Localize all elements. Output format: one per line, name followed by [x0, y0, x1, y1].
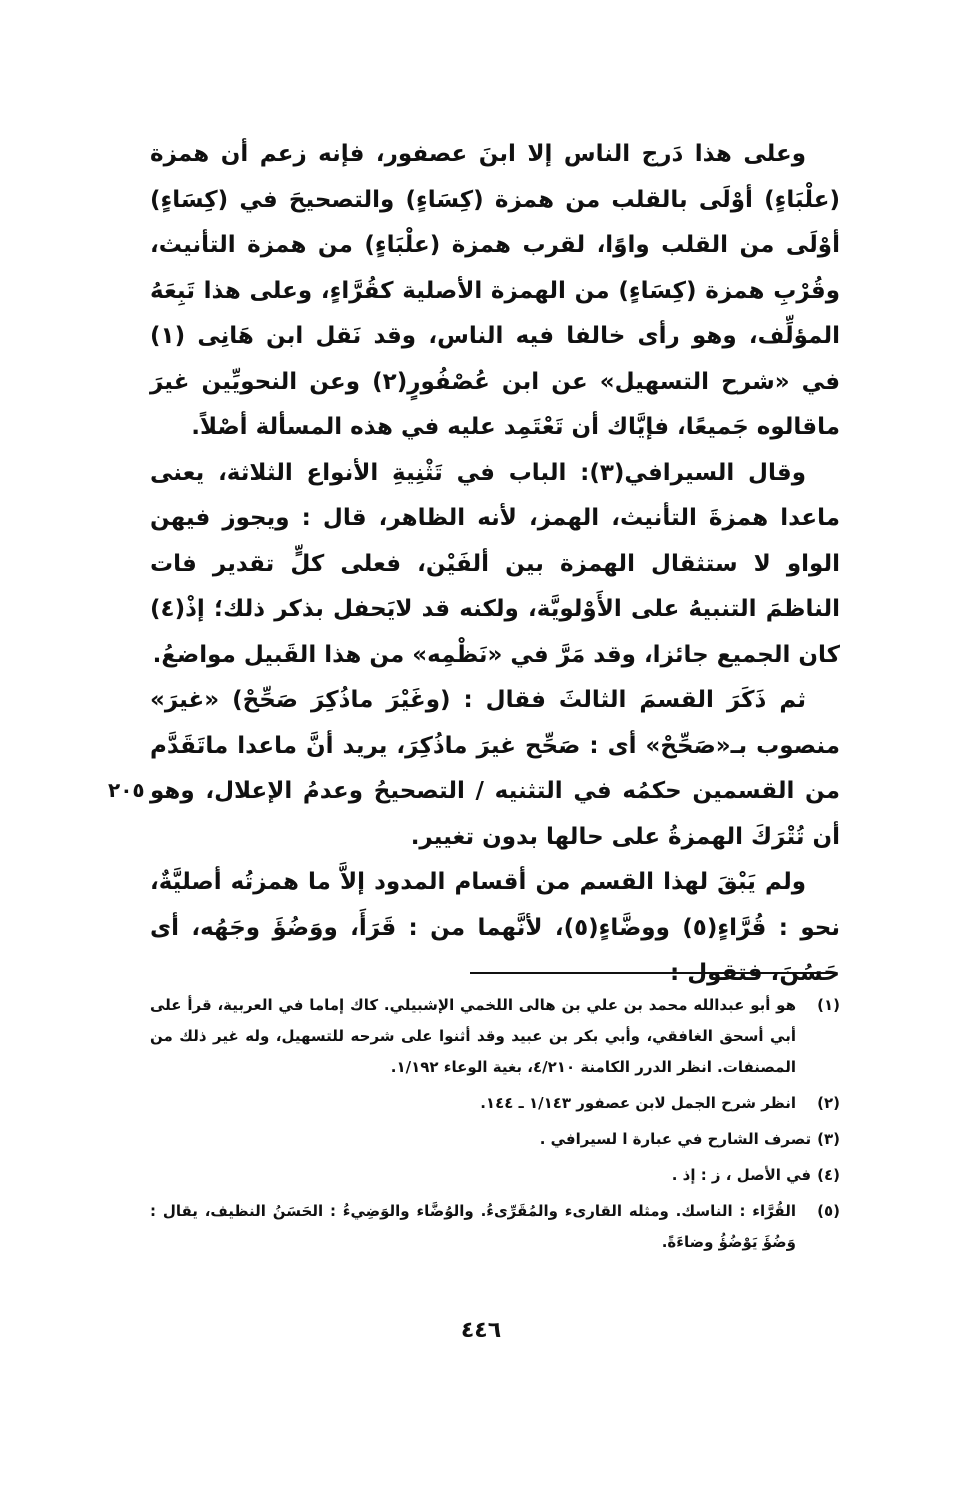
footnote-number: (١) [817, 996, 840, 1014]
page-number: ٤٤٦ [460, 1318, 502, 1343]
paragraph-1: وعلى هذا دَرج الناس إلا ابنَ عصفور، فإنه زعم أن همزة (علْبَاءٍ) أوْلَى بالقلب من همزة (كِسَاءٍ) والتصحيحَ في (كِسَاءٍ) أوْلَى من القلب واوًا، لقرب همزة (علْبَاءٍ) من همزة التأنيث، وقُرْبِ همزة (كِسَاءٍ) من الهمزة الأصلية كقُرَّاءٍ، وعلى هذا تَبِعَهُ المؤلِّف، وهو رأى خالفا فيه الناس، وقد نَقل ابن هَانِى (١) في «شرح التسهيل» عن ابن عُصْفُورٍ(٢) وعن النحويِّين غيرَ ماقالوه جَميعًا، فإيَّاك أن تَعْتَمِد عليه في هذه المسألة أصْلاً. [150, 141, 840, 440]
main-text [150, 132, 840, 997]
footnote-4 [150, 1160, 840, 1191]
footnote-number: (٢) [817, 1094, 840, 1112]
footnote-text: انظر شرح الجمل لابن عصفور ١/١٤٣ ـ ١٤٤. [480, 1094, 796, 1112]
footnote-text: هو أبو عبدالله محمد بن علي بن هالى اللخمي الإشبيلي. كاك إماما في العربية، قرأ على أبي أسحق الغافقي، وأبي بكر بن عبيد وقد أثنوا على شرحه للتسهيل، وله غير ذلك من المصنفات. انظر الدرر الكامنة ٤/٢١٠، بغية الوعاء ١/١٩٢. [150, 996, 796, 1076]
margin-page-reference: ٢٠٥ [108, 778, 145, 802]
paragraph-2: وقال السيرافي(٣): الباب في تَثْنِيةِ الأنواع الثلاثة، يعنى ماعدا همزةَ التأنيث، الهمز، لأنه الظاهر، قال : ويجوز فيهن الواو لا ستثقال الهمزة بين ألفَيْن، فعلى كلٍّ تقدير فات الناظمَ التنبيهُ على الأَوْلويَّة، ولكنه قد لايَحفل بذكر ذلك؛ إذْ(٤) كان الجميع جائزا، وقد مَرَّ في «نَظْمِه» من هذا القَبيل مواضعُ. [150, 459, 840, 668]
footnote-number: (٥) [817, 1202, 840, 1220]
footnote-text: في الأصل ، ز : إذ . [671, 1166, 812, 1184]
footnote-text: القُرَّاء : الناسك. ومثله القارىء والمُقَرِّىءُ. والوُضَّاء والوَضِيءُ : الحَسَنُ النظيف، يقال : وَضُؤَ يَوْضُؤُ وضاءَةً. [150, 1202, 796, 1251]
footnote-2 [150, 1088, 840, 1119]
footnote-number: (٤) [817, 1166, 840, 1184]
footnote-1 [150, 990, 840, 1083]
paragraph-4: ولم يَبْقَ لهذا القسم من أقسام المدود إلاَّ ما همزتُه أصليَّةٌ، نحو : قُرَّاءٍ(٥) ووضَّاءٍ(٥)، لأنَّهما من : قَرَأَ، ووَضُؤَ وجَهُه، أى حَسُنَ، فتقول : [150, 869, 840, 986]
footnote-3 [150, 1124, 840, 1155]
footnote-divider [470, 972, 836, 974]
paragraph-3: ثم ذَكَرَ القسمَ الثالثَ فقال : (وغَيْرَ ماذُكِرَ صَحِّحْ) «غيرَ» منصوب بـ«صَحِّحْ» أى : صَحِّح غيرَ ماذُكِرَ، يريد أنَّ ماعدا ماتَقَدَّم من القسمين حكمُه في التثنيه / التصحيحُ وعدمُ الإعلال، وهو أن تُتْرَكَ الهمزةُ على حالها بدون تغيير. [150, 687, 840, 850]
footnote-number: (٣) [817, 1130, 840, 1148]
footnotes [150, 990, 840, 1263]
footnote-text: تصرف الشارح في عبارة ا لسيرافي . [539, 1130, 812, 1148]
footnote-5 [150, 1196, 840, 1258]
